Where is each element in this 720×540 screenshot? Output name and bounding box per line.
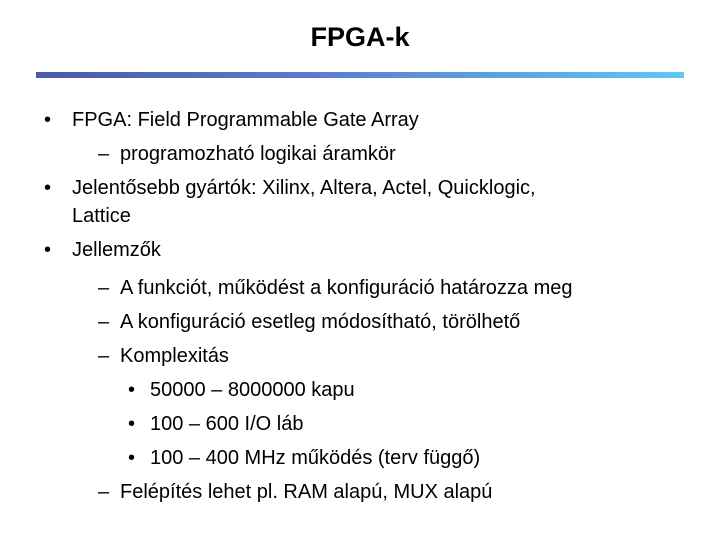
bullet-text: Jellemzők bbox=[72, 239, 161, 261]
bullet-marker: • bbox=[44, 109, 52, 131]
sub-item-text: A funkciót, működést a konfiguráció határozza meg bbox=[120, 277, 573, 299]
dash-marker: – bbox=[98, 277, 110, 299]
sub-sub-item-text: 100 – 400 MHz működés (terv függő) bbox=[150, 447, 481, 469]
bullet-text: FPGA: Field Programmable Gate Array bbox=[72, 109, 419, 131]
title-divider bbox=[36, 72, 684, 78]
slide-title: FPGA-k bbox=[310, 22, 410, 52]
bullet-marker: • bbox=[44, 239, 52, 261]
sub-sub-item-text: 50000 – 8000000 kapu bbox=[150, 379, 355, 401]
bullet-text: Jelentősebb gyártók: Xilinx, Altera, Actel, Quicklogic, bbox=[72, 177, 536, 199]
bullet-text-continuation: Lattice bbox=[72, 205, 131, 227]
bullet-marker: • bbox=[128, 413, 136, 435]
sub-item-text: Felépítés lehet pl. RAM alapú, MUX alapú bbox=[120, 481, 493, 503]
dash-marker: – bbox=[98, 143, 110, 165]
dash-marker: – bbox=[98, 311, 110, 333]
bullet-marker: • bbox=[128, 447, 136, 469]
dash-marker: – bbox=[98, 345, 110, 367]
bullet-marker: • bbox=[128, 379, 136, 401]
bullet-marker: • bbox=[44, 177, 52, 199]
sub-item-text: A konfiguráció esetleg módosítható, törölhető bbox=[120, 311, 521, 333]
sub-item-text: programozható logikai áramkör bbox=[120, 143, 396, 165]
sub-sub-item-text: 100 – 600 I/O láb bbox=[150, 413, 304, 435]
sub-item-text: Komplexitás bbox=[120, 345, 229, 367]
dash-marker: – bbox=[98, 481, 110, 503]
